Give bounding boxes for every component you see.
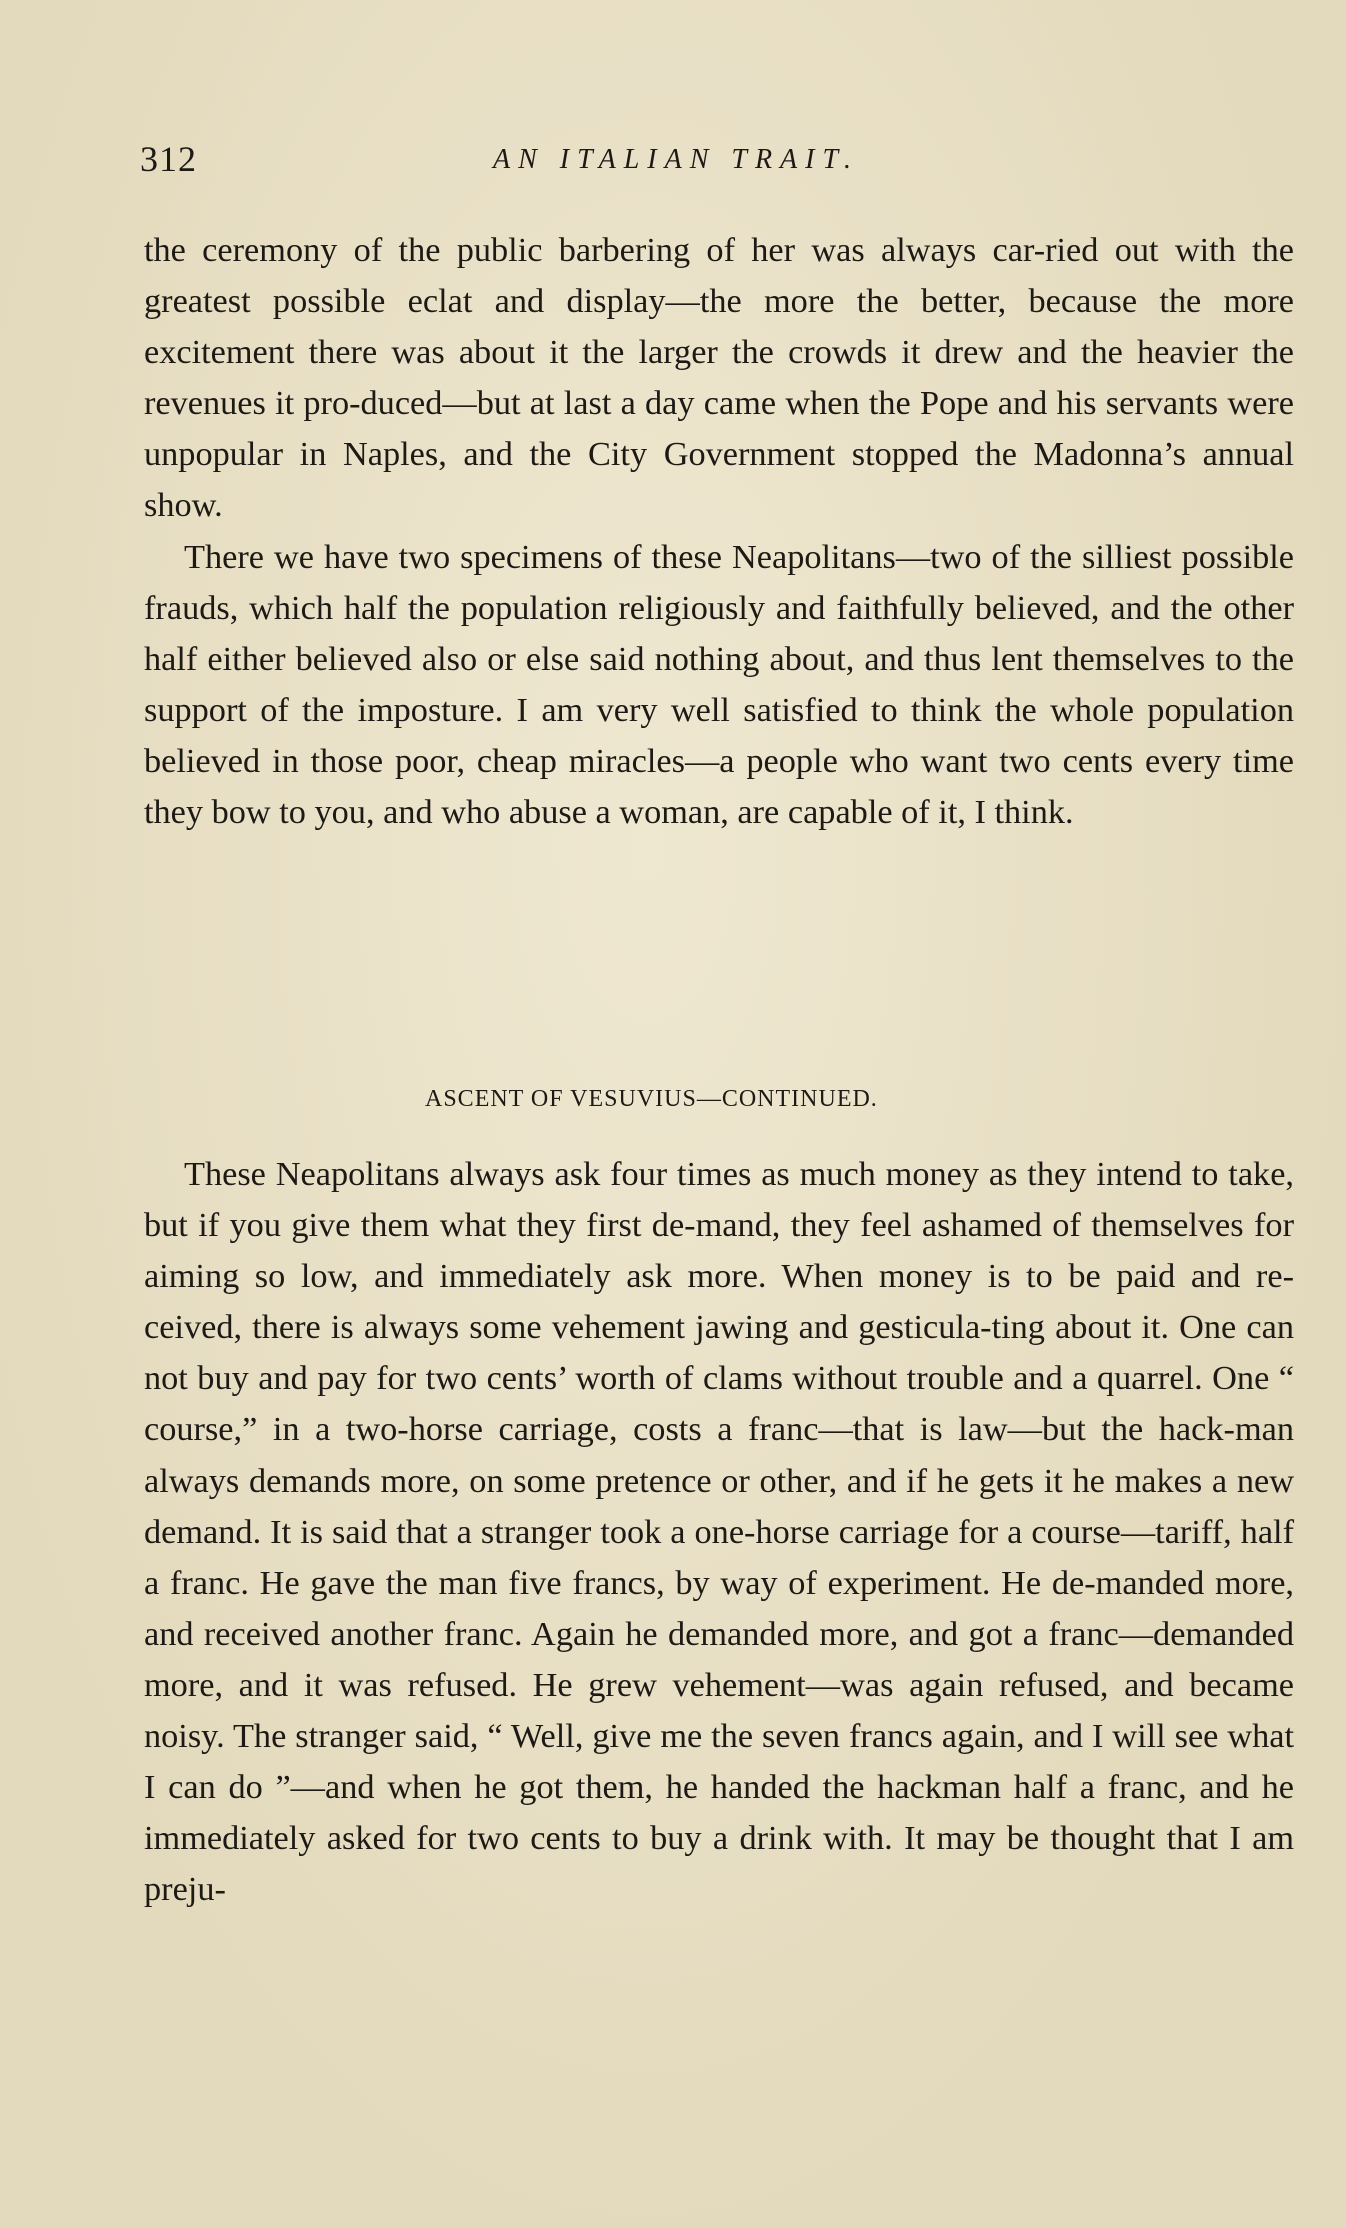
- paragraph-ceremony: the ceremony of the public barbering of her was always car-ried out with the greatest possible eclat and display—the more the better, because the more excitement there was about it the larger the crowds it drew and the heavier the revenues it pro-duced—but at last a day came when the Pope and his servants were unpopular in Naples, and the City Government stopped the Madonna’s annual show.: [144, 231, 1294, 525]
- opening-text: [144, 225, 1294, 1014]
- section-heading: ASCENT OF VESUVIUS—CONTINUED.: [425, 1086, 878, 1112]
- page-header: [140, 138, 1150, 198]
- paragraph-vesuvius: These Neapolitans always ask four times as much money as they intend to take, but if you give them what they first de-mand, they feel ashamed of themselves for aiming so low, and immediately ask more. When money is to be paid and re-ceived, there is always some vehement jawing and gesticula-ting about it. One can not buy and pay for two cents’ worth of clams without trouble and a quarrel. One “ course,” in a two-horse carriage, costs a franc—that is law—but the hack-man always demands more, on some pretence or other, and if he gets it he makes a new demand. It is said that a stranger took a one-horse carriage for a course—tariff, half a franc. He gave the man five francs, by way of experiment. He de-manded more, and received another franc. Again he demanded more, and got a franc—demanded more, and it was refused. He grew vehement—was again refused, and became noisy. The stranger said, “ Well, give me the seven francs again, and I will see what I can do ”—and when he got them, he handed the hackman half a franc, and he immediately asked for two cents to buy a drink with. It may be thought that I am preju-: [144, 1155, 1294, 1909]
- page-number: 312: [140, 139, 197, 179]
- running-title: AN ITALIAN TRAIT.: [493, 144, 859, 175]
- section-text: [144, 1149, 1294, 2094]
- paragraph-neapolitans: There we have two specimens of these Neapolitans—two of the silliest possible frauds, which half the population religiously and faithfully believed, and the other half either believed also or else said nothing about, and thus lent themselves to the support of the imposture. I am very well satisfied to think the whole population believed in those poor, cheap miracles—a people who want two cents every time they bow to you, and who abuse a woman, are capable of it, I think.: [144, 537, 1294, 832]
